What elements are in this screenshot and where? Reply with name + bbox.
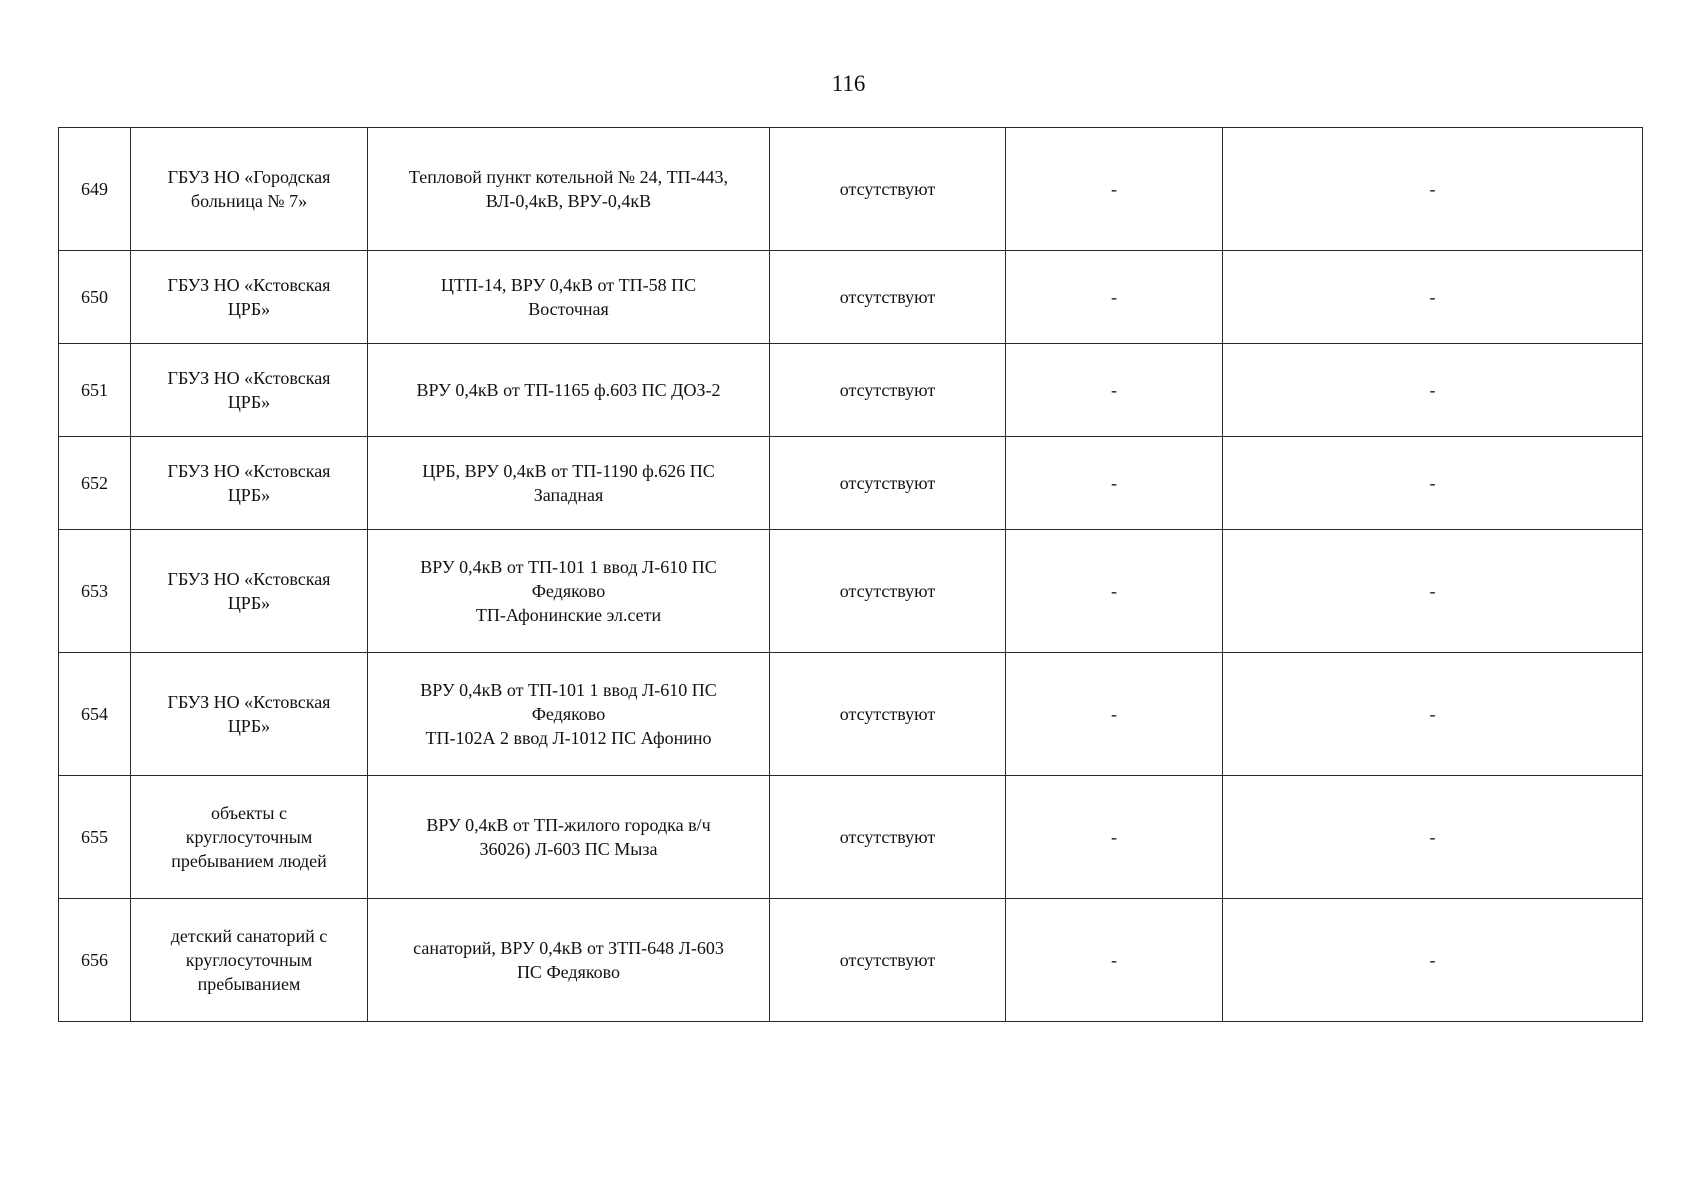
column-6-cell: - bbox=[1223, 437, 1643, 530]
status-cell: отсутствуют bbox=[770, 653, 1006, 776]
column-6-cell: - bbox=[1223, 653, 1643, 776]
object-cell: ВРУ 0,4кВ от ТП-1165 ф.603 ПС ДОЗ-2 bbox=[368, 344, 770, 437]
table-row bbox=[59, 128, 1643, 251]
table-row bbox=[59, 344, 1643, 437]
organization-cell: ГБУЗ НО «Городская больница № 7» bbox=[131, 128, 368, 251]
object-cell: ВРУ 0,4кВ от ТП-жилого городка в/ч 36026) Л-603 ПС Мыза bbox=[368, 776, 770, 899]
row-number: 653 bbox=[59, 530, 131, 653]
organization-cell: ГБУЗ НО «Кстовская ЦРБ» bbox=[131, 530, 368, 653]
registry-table bbox=[58, 127, 1643, 1022]
column-5-cell: - bbox=[1006, 899, 1223, 1022]
object-cell: Тепловой пункт котельной № 24, ТП-443, ВЛ-0,4кВ, ВРУ-0,4кВ bbox=[368, 128, 770, 251]
column-6-cell: - bbox=[1223, 344, 1643, 437]
row-number: 656 bbox=[59, 899, 131, 1022]
object-cell: санаторий, ВРУ 0,4кВ от ЗТП-648 Л-603 ПС Федяково bbox=[368, 899, 770, 1022]
object-cell: ВРУ 0,4кВ от ТП-101 1 ввод Л-610 ПС Федяково ТП-Афонинские эл.сети bbox=[368, 530, 770, 653]
column-6-cell: - bbox=[1223, 899, 1643, 1022]
row-number: 655 bbox=[59, 776, 131, 899]
object-cell: ЦТП-14, ВРУ 0,4кВ от ТП-58 ПС Восточная bbox=[368, 251, 770, 344]
organization-cell: ГБУЗ НО «Кстовская ЦРБ» bbox=[131, 251, 368, 344]
row-number: 654 bbox=[59, 653, 131, 776]
row-number: 649 bbox=[59, 128, 131, 251]
table-row bbox=[59, 899, 1643, 1022]
column-5-cell: - bbox=[1006, 437, 1223, 530]
table-row bbox=[59, 653, 1643, 776]
table-row bbox=[59, 437, 1643, 530]
column-5-cell: - bbox=[1006, 251, 1223, 344]
object-cell: ВРУ 0,4кВ от ТП-101 1 ввод Л-610 ПС Федяково ТП-102А 2 ввод Л-1012 ПС Афонино bbox=[368, 653, 770, 776]
organization-cell: детский санаторий с круглосуточным пребыванием bbox=[131, 899, 368, 1022]
table-row bbox=[59, 776, 1643, 899]
column-6-cell: - bbox=[1223, 776, 1643, 899]
column-5-cell: - bbox=[1006, 128, 1223, 251]
column-5-cell: - bbox=[1006, 344, 1223, 437]
table-row bbox=[59, 530, 1643, 653]
column-5-cell: - bbox=[1006, 530, 1223, 653]
status-cell: отсутствуют bbox=[770, 251, 1006, 344]
column-5-cell: - bbox=[1006, 653, 1223, 776]
object-cell: ЦРБ, ВРУ 0,4кВ от ТП-1190 ф.626 ПС Западная bbox=[368, 437, 770, 530]
column-6-cell: - bbox=[1223, 128, 1643, 251]
column-5-cell: - bbox=[1006, 776, 1223, 899]
status-cell: отсутствуют bbox=[770, 437, 1006, 530]
organization-cell: ГБУЗ НО «Кстовская ЦРБ» bbox=[131, 653, 368, 776]
organization-cell: ГБУЗ НО «Кстовская ЦРБ» bbox=[131, 344, 368, 437]
row-number: 652 bbox=[59, 437, 131, 530]
status-cell: отсутствуют bbox=[770, 899, 1006, 1022]
table-row bbox=[59, 251, 1643, 344]
status-cell: отсутствуют bbox=[770, 128, 1006, 251]
row-number: 651 bbox=[59, 344, 131, 437]
status-cell: отсутствуют bbox=[770, 344, 1006, 437]
organization-cell: объекты с круглосуточным пребыванием людей bbox=[131, 776, 368, 899]
status-cell: отсутствуют bbox=[770, 530, 1006, 653]
column-6-cell: - bbox=[1223, 530, 1643, 653]
row-number: 650 bbox=[59, 251, 131, 344]
column-6-cell: - bbox=[1223, 251, 1643, 344]
organization-cell: ГБУЗ НО «Кстовская ЦРБ» bbox=[131, 437, 368, 530]
page-number: 116 bbox=[831, 71, 866, 96]
status-cell: отсутствуют bbox=[770, 776, 1006, 899]
